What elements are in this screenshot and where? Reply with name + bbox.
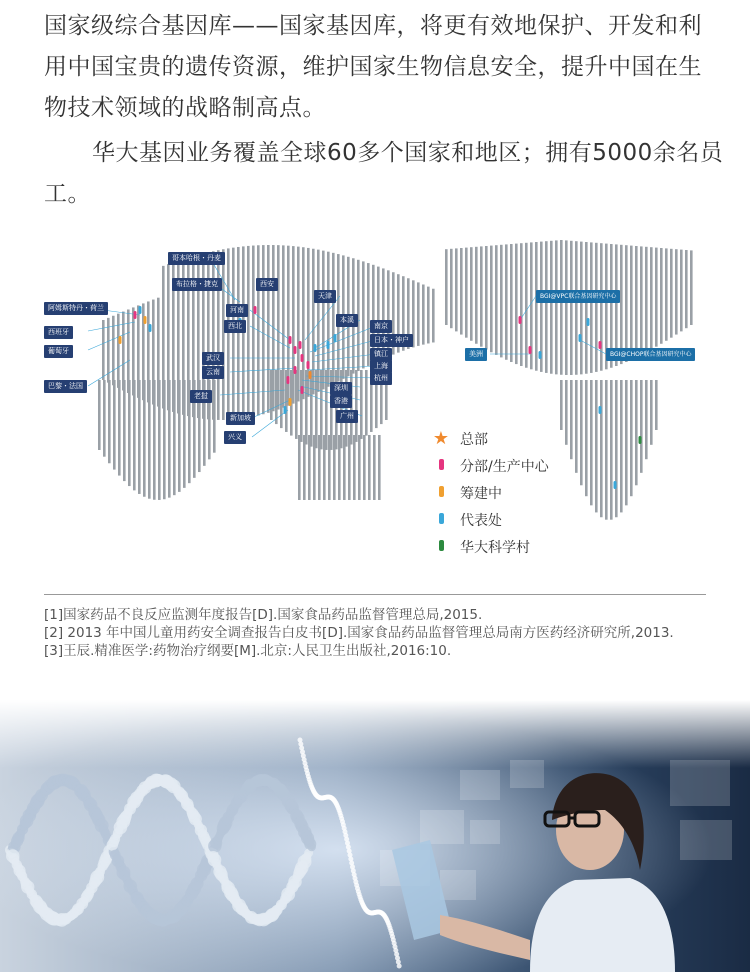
reference-item: [3]王辰.精准医学:药物治疗纲要[M].北京:人民卫生出版社,2016:10.	[44, 643, 452, 659]
intro-paragraph-1: 国家级综合基因库——国家基因库，将更有效地保护、开发和利用中国宝贵的遗传资源，维护国家生物信息安全，提升中国在生物技术领域的战略制高点。	[44, 13, 702, 121]
map-label: BGI@VPC联合基因研究中心	[536, 290, 620, 303]
dna-scientist-banner	[0, 700, 750, 972]
references-divider	[44, 594, 706, 595]
legend-item-science-village: 华大科学村	[430, 533, 549, 560]
map-label: 兴义	[224, 431, 246, 444]
legend-item-office: 代表处	[430, 506, 549, 533]
map-legend	[430, 425, 549, 560]
reference-item: [1]国家药品不良反应监测年度报告[D].国家食品药品监督管理总局,2015.	[44, 607, 483, 623]
map-label: 天津	[314, 290, 336, 303]
star-icon: ★	[432, 427, 450, 449]
map-label: 西北	[224, 320, 246, 333]
map-label: 云南	[202, 366, 224, 379]
map-label: 阿姆斯特丹・荷兰	[44, 302, 108, 315]
map-label: 深圳	[330, 382, 352, 395]
orange-bar-icon	[439, 486, 444, 497]
reference-item: [2] 2013 年中国儿童用药安全调查报告白皮书[D].国家食品药品监督管理总局南方医药经济研究所,2013.	[44, 625, 674, 641]
green-bar-icon	[439, 540, 444, 551]
map-label: 美洲	[465, 348, 487, 361]
map-label: BGI@CHOP联合基因研究中心	[606, 348, 695, 361]
map-label: 南京	[370, 320, 392, 333]
map-label: 香港	[330, 395, 352, 408]
legend-item-planned: 筹建中	[430, 479, 549, 506]
map-label: 西安	[256, 278, 278, 291]
map-label: 镇江	[370, 348, 392, 361]
map-label: 老挝	[190, 390, 212, 403]
legend-item-headquarters: ★ 总部	[430, 425, 549, 452]
map-label: 新加坡	[226, 412, 255, 425]
map-label: 广州	[336, 410, 358, 423]
map-label: 葡萄牙	[44, 345, 73, 358]
legend-item-branch: 分部/生产中心	[430, 452, 549, 479]
map-label: 巴黎・法国	[44, 380, 87, 393]
intro-text	[44, 6, 724, 215]
blue-bar-icon	[439, 513, 444, 524]
pink-bar-icon	[439, 459, 444, 470]
dna-scientist-illustration	[0, 700, 750, 972]
map-label: 日本・神户	[370, 334, 413, 347]
map-label: 杭州	[370, 372, 392, 385]
references	[44, 606, 712, 660]
map-label: 武汉	[202, 352, 224, 365]
intro-paragraph-2: 华大基因业务覆盖全球60多个国家和地区；拥有5000余名员工。	[44, 140, 724, 207]
map-label: 河南	[226, 304, 248, 317]
map-label: 上海	[370, 360, 392, 373]
world-map	[40, 230, 710, 530]
map-label: 布拉格・捷克	[172, 278, 222, 291]
map-label: 哥本哈根・丹麦	[168, 252, 225, 265]
map-label: 本溪	[336, 314, 358, 327]
map-label: 西班牙	[44, 326, 73, 339]
